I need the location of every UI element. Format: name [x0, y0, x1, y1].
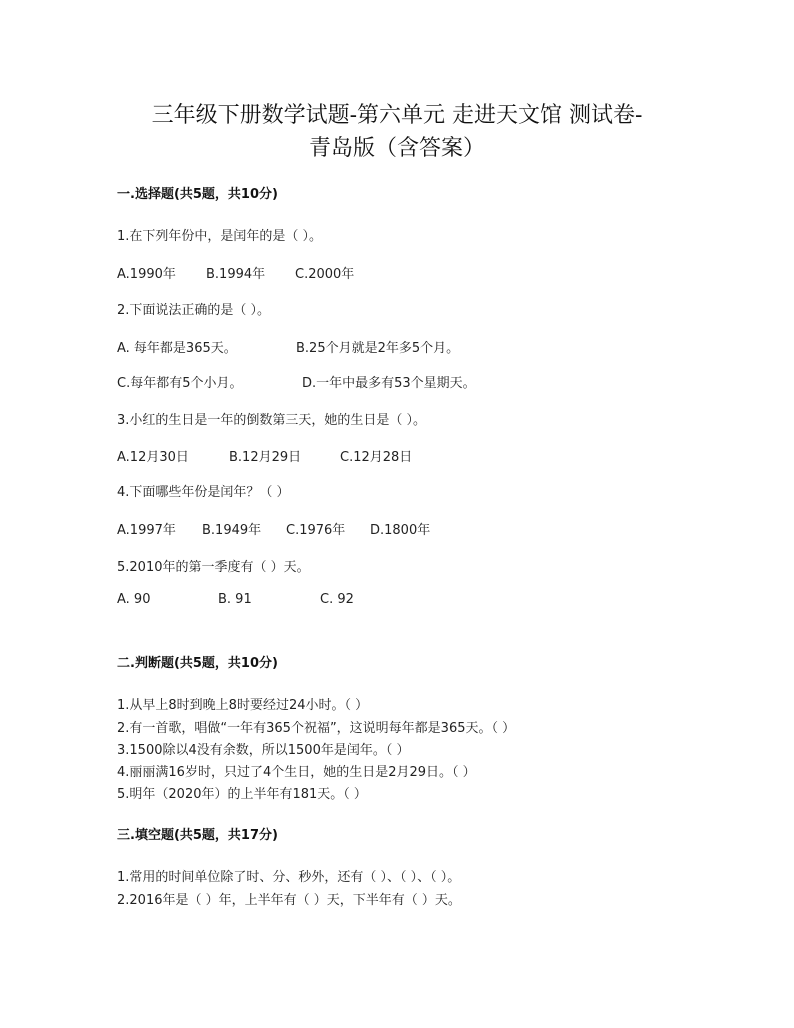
question-4: 4.下面哪些年份是闰年？（ ）: [117, 485, 290, 500]
q4-option-d: D.1800年: [370, 523, 431, 538]
question-2: 2.下面说法正确的是（ ）。: [117, 303, 271, 318]
judgment-item-2: 2.有一首歌，唱做“一年有365个祝福”，这说明每年都是365天。（ ）: [117, 721, 516, 736]
q4-option-b: B.1949年: [202, 523, 262, 538]
q5-option-c: C. 92: [320, 592, 354, 607]
q3-option-a: A.12月30日: [117, 450, 189, 465]
document-title-line-2: 青岛版（含答案）: [308, 136, 485, 161]
q4-option-a: A.1997年: [117, 523, 176, 538]
question-3: 3.小红的生日是一年的倒数第三天，她的生日是（ ）。: [117, 413, 427, 428]
judgment-item-3: 3.1500除以4没有余数，所以1500年是闰年。（ ）: [117, 743, 410, 758]
q3-option-b: B.12月29日: [229, 450, 302, 465]
section-heading-judgment: 二.判断题(共5题，共10分): [117, 656, 278, 671]
q5-option-b: B. 91: [218, 592, 252, 607]
q2-option-a: A. 每年都是365天。: [117, 341, 237, 356]
judgment-item-1: 1.从早上8时到晚上8时要经过24小时。（ ）: [117, 698, 369, 713]
section-heading-fill-blank: 三.填空题(共5题，共17分): [117, 828, 278, 843]
judgment-item-4: 4.丽丽满16岁时，只过了4个生日，她的生日是2月29日。（ ）: [117, 765, 476, 780]
document-title-line-1: 三年级下册数学试题-第六单元 走进天文馆 测试卷-: [151, 103, 643, 128]
q5-option-a: A. 90: [117, 592, 151, 607]
q4-option-c: C.1976年: [286, 523, 346, 538]
q1-option-c: C.2000年: [295, 267, 355, 282]
q2-option-d: D.一年中最多有53个星期天。: [302, 376, 476, 391]
fill-blank-item-2: 2.2016年是（ ）年，上半年有（ ）天，下半年有（ ）天。: [117, 893, 461, 908]
q2-option-b: B.25个月就是2年多5个月。: [296, 341, 460, 356]
question-1: 1.在下列年份中，是闰年的是（ ）。: [117, 229, 323, 244]
q3-option-c: C.12月28日: [340, 450, 413, 465]
question-5: 5.2010年的第一季度有（ ）天。: [117, 560, 310, 575]
section-heading-choice: 一.选择题(共5题，共10分): [117, 187, 278, 202]
q1-option-b: B.1994年: [206, 267, 266, 282]
fill-blank-item-1: 1.常用的时间单位除了时、分、秒外，还有（ ）、（ ）、（ ）。: [117, 870, 461, 885]
judgment-item-5: 5.明年（2020年）的上半年有181天。（ ）: [117, 787, 367, 802]
q2-option-c: C.每年都有5个小月。: [117, 376, 243, 391]
q1-option-a: A.1990年: [117, 267, 176, 282]
